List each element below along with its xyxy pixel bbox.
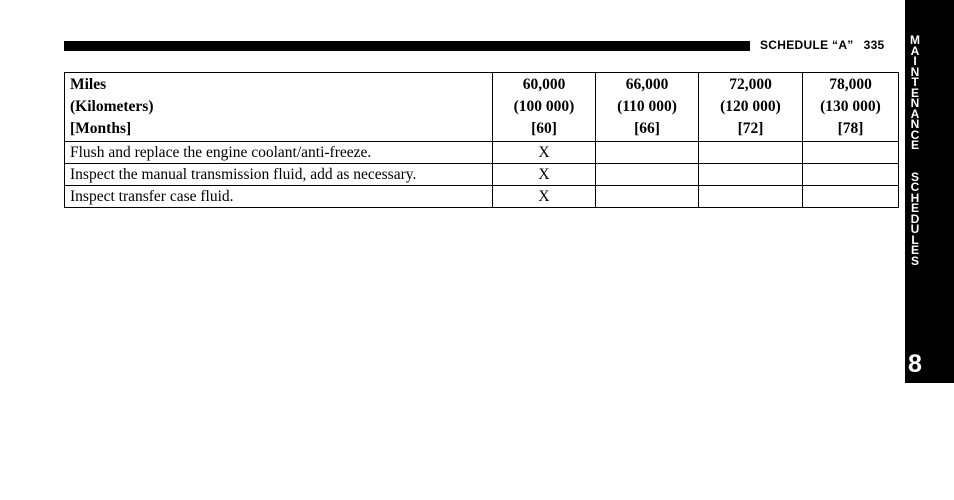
mark-cell [699,186,803,208]
mark-cell: X [493,142,596,164]
header-rule [64,41,750,51]
side-tab-title [905,35,925,266]
mark-cell [803,142,899,164]
side-letter: N [910,117,920,131]
header-label-kilometers: (Kilometers) [70,98,154,115]
task-cell: Inspect transfer case fluid. [65,186,493,208]
side-letter: L [911,232,919,247]
mark-cell: X [493,186,596,208]
maintenance-schedule-table [64,72,899,208]
side-letter: S [910,169,919,184]
column-months: [78] [837,120,864,137]
mark-cell: X [493,164,596,186]
column-miles: 78,000 [829,76,872,93]
side-letter: I [913,54,917,68]
side-letter: H [910,190,920,205]
side-letter: E [910,243,919,257]
interval-column-header [803,73,899,142]
page-number: 335 [863,38,885,52]
column-months: [72] [737,120,764,137]
side-letter: A [910,43,920,58]
side-letter: M [910,33,920,47]
side-letter: C [910,180,920,194]
mark-cell [596,186,699,208]
table-row [65,186,899,208]
table-row [65,142,899,164]
chapter-number: 8 [908,350,922,378]
interval-column-header [596,73,699,142]
column-km: (120 000) [720,98,781,115]
column-km: (100 000) [513,98,575,115]
side-letter: S [910,253,919,268]
interval-column-header [699,73,803,142]
interval-column-header [493,73,596,142]
column-miles: 72,000 [729,76,772,93]
side-letter: T [911,75,919,89]
side-letter: C [910,127,920,142]
header-label-miles: Miles [70,76,107,93]
column-miles: 66,000 [625,76,669,93]
mark-cell [803,164,899,186]
task-cell: Inspect the manual transmission fluid, add as necessary. [65,164,493,186]
column-km: (130 000) [820,98,881,115]
side-letter: U [910,222,920,236]
side-letter: E [910,85,919,100]
chapter-side-tab [905,0,954,383]
interval-label-cell [65,73,493,142]
side-letter: E [910,138,919,152]
side-letter: D [910,211,920,226]
table-header-row [65,73,899,142]
header-label-months: [Months] [70,120,132,137]
mark-cell [596,142,699,164]
task-cell: Flush and replace the engine coolant/anti-freeze. [65,142,493,164]
side-letter: N [910,96,920,110]
column-miles: 60,000 [522,76,566,93]
mark-cell [699,164,803,186]
mark-cell [803,186,899,208]
mark-cell [596,164,699,186]
section-label: SCHEDULE “A” [760,38,854,52]
mark-cell [699,142,803,164]
side-letter: A [910,106,920,121]
column-km: (110 000) [617,98,677,115]
column-months: [66] [634,120,660,137]
table-row [65,164,899,186]
side-letter: N [910,64,920,79]
side-letter: E [910,201,919,215]
column-months: [60] [531,120,557,137]
running-header [760,38,885,52]
